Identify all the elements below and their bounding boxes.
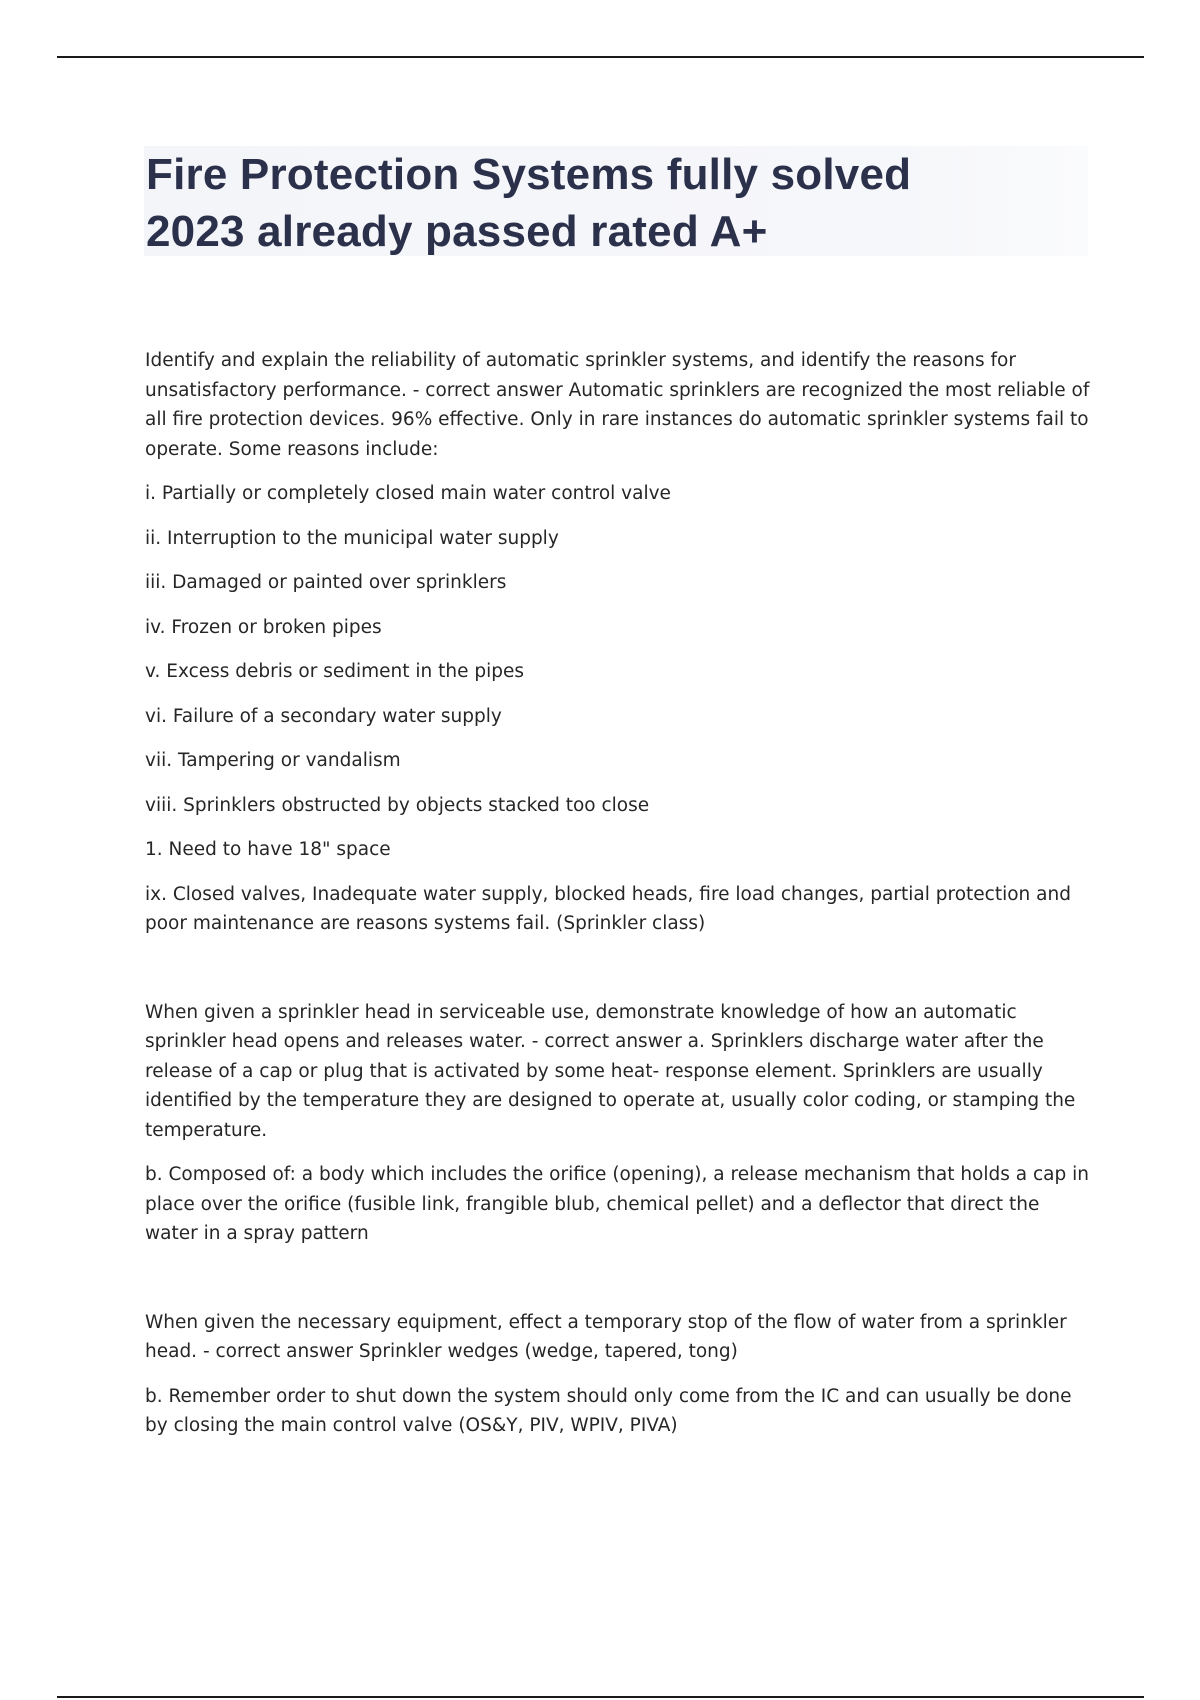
qa-block-stop-flow: [145, 1308, 1090, 1441]
qa-block-sprinkler-head: [145, 998, 1090, 1249]
qa-block-reliability: [145, 346, 1090, 939]
list-item: vi. Failure of a secondary water supply: [145, 705, 502, 727]
title-line-2: 2023 already passed rated A+: [146, 207, 768, 256]
list-item: vii. Tampering or vandalism: [145, 750, 401, 771]
answer-continuation: b. Remember order to shut down the system should only come from the IC and can usually be done by closing the main control valve (OS&Y, PIV, WPIV, PIVA): [145, 1385, 1072, 1436]
title-line-1: Fire Protection Systems fully solved: [146, 150, 912, 199]
list-item: iv. Frozen or broken pipes: [145, 616, 382, 638]
list-item: ii. Interruption to the municipal water supply: [145, 527, 559, 549]
answer-continuation: b. Composed of: a body which includes the orifice (opening), a release mechanism that holds a cap in place over the orifice (fusible link, frangible blub, chemical pellet) and a deflector that direct the water in a spray pattern: [145, 1164, 1089, 1244]
document-body: [145, 346, 1090, 1500]
list-item: viii. Sprinklers obstructed by objects stacked too close: [145, 794, 650, 816]
question-answer-text: When given the necessary equipment, effect a temporary stop of the flow of water from a sprinkler head. - correct answer Sprinkler wedges (wedge, tapered, tong): [145, 1311, 1067, 1362]
list-item: i. Partially or completely closed main water control valve: [145, 483, 671, 504]
list-item: iii. Damaged or painted over sprinklers: [145, 572, 507, 593]
list-item: v. Excess debris or sediment in the pipes: [145, 661, 525, 682]
bottom-rule: [57, 1696, 1144, 1698]
document-title: [146, 146, 1088, 260]
title-banner: [144, 146, 1088, 256]
list-item: 1. Need to have 18" space: [145, 839, 391, 860]
top-rule: [57, 56, 1144, 58]
question-answer-text: Identify and explain the reliability of automatic sprinkler systems, and identify the reasons for unsatisfactory performance. - correct answer Automatic sprinklers are recognized the most reliable of all fire protection devices. 96% effective. Only in rare instances do automatic sprinkler systems fail to operate. Some reasons include:: [145, 350, 1090, 460]
list-item: ix. Closed valves, Inadequate water supply, blocked heads, fire load changes, partial protection and poor maintenance are reasons systems fail. (Sprinkler class): [145, 883, 1071, 934]
question-answer-text: When given a sprinkler head in serviceable use, demonstrate knowledge of how an automatic sprinkler head opens and releases water. - correct answer a. Sprinklers discharge water after the release of a cap or plug that is activated by some heat- response element. Sprinklers are usually identified by the temperature they are designed to operate at, usually color coding, or stamping the temperature.: [145, 1001, 1076, 1141]
